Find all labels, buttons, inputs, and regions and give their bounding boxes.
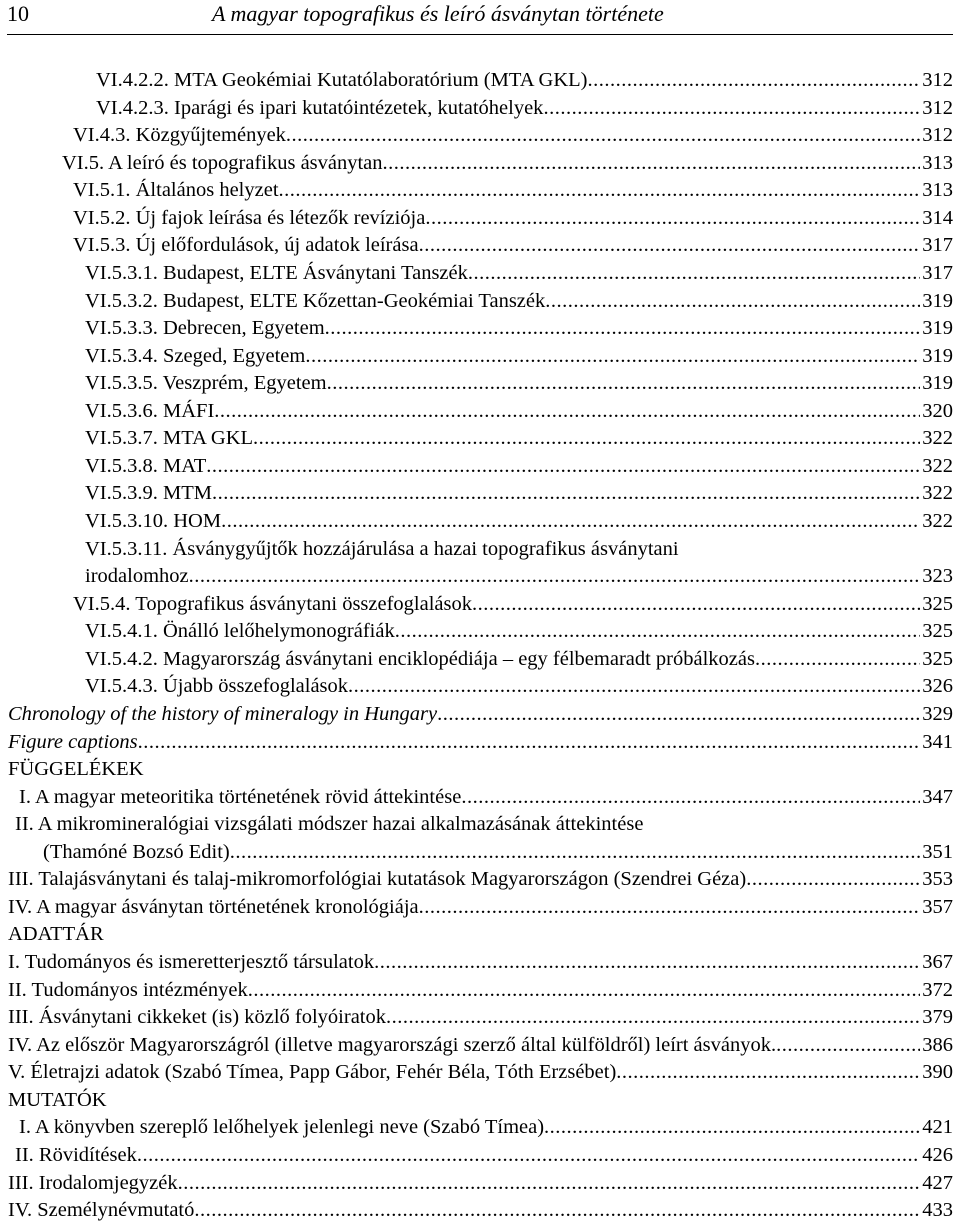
- toc-entry-label: VI.5.3.7. MTA GKL: [85, 427, 254, 450]
- toc-entry-page: 390: [922, 1061, 953, 1084]
- toc-entry-page: 347: [922, 785, 953, 808]
- dot-leader: [221, 508, 920, 536]
- page-header: [7, 0, 953, 35]
- toc-entry[interactable]: [8, 1059, 953, 1087]
- toc-entry[interactable]: [8, 701, 953, 729]
- section-heading-label: MUTATÓK: [8, 1088, 107, 1111]
- toc-entry-label: VI.5.3.10. HOM: [85, 510, 222, 532]
- toc-entry[interactable]: [8, 453, 953, 481]
- toc-entry-page: 329: [922, 702, 953, 725]
- dot-leader: [383, 150, 921, 178]
- toc-entry[interactable]: [8, 480, 953, 508]
- toc-entry[interactable]: [8, 784, 953, 812]
- toc-entry-page: 313: [922, 179, 953, 202]
- toc-entry[interactable]: [8, 729, 953, 757]
- toc-entry-label: VI.4.3. Közgyűjtemények: [73, 124, 286, 147]
- toc-entry-page: 325: [922, 647, 953, 670]
- toc-entry-page: 326: [922, 675, 953, 698]
- toc-entry-page: 325: [922, 620, 953, 643]
- dot-leader: [178, 1170, 921, 1198]
- toc-entry-page: 426: [922, 1143, 953, 1166]
- toc-entry[interactable]: [8, 894, 953, 922]
- toc-entry-label: VI.5.3.3. Debrecen, Egyetem: [85, 317, 325, 340]
- dot-leader: [206, 453, 920, 481]
- dot-leader: [776, 1032, 920, 1060]
- dot-leader: [755, 646, 920, 674]
- toc-entry[interactable]: [8, 1170, 953, 1198]
- toc-entry[interactable]: [8, 1114, 953, 1142]
- toc-entry-label: VI.5.2. Új fajok leírása és létezők revíziója: [73, 206, 426, 229]
- toc-entry[interactable]: [8, 618, 953, 646]
- toc-entry-page: 313: [922, 151, 953, 174]
- toc-entry-page: 367: [922, 951, 953, 973]
- section-heading: [8, 1087, 953, 1115]
- toc-entry-label: VI.5.3.5. Veszprém, Egyetem: [85, 372, 327, 395]
- dot-leader: [587, 67, 920, 95]
- toc-entry[interactable]: [8, 1032, 953, 1060]
- toc-entry[interactable]: [8, 977, 953, 1005]
- toc-entry[interactable]: [8, 288, 953, 316]
- toc-entry[interactable]: [8, 591, 953, 619]
- toc-entry[interactable]: [8, 646, 953, 674]
- dot-leader: [194, 1197, 920, 1225]
- toc-entry[interactable]: [8, 673, 953, 701]
- toc-entry-label: IV. Az először Magyarországról (illetve magyarországi szerző által külföldről) leírt ásványok.: [8, 1033, 777, 1056]
- dot-leader: [544, 1114, 920, 1142]
- dot-leader: [305, 343, 920, 371]
- toc-entry[interactable]: [8, 150, 953, 178]
- toc-entry-page: 322: [922, 454, 953, 477]
- toc-entry-page: 319: [922, 317, 953, 340]
- toc-entry-label: V. Életrajzi adatok (Szabó Tímea, Papp Gábor, Fehér Béla, Tóth Erzsébet): [8, 1061, 617, 1084]
- toc-entry[interactable]: [8, 811, 953, 839]
- toc-entry-label: II. A mikromineralógiai vizsgálati módszer hazai alkalmazásának áttekintése: [15, 813, 644, 836]
- dot-leader: [248, 977, 921, 1005]
- toc-entry-label: VI.5.3.11. Ásványgyűjtők hozzájárulása a hazai topografikus ásványtani: [85, 537, 679, 560]
- section-heading-label: FÜGGELÉKEK: [8, 758, 144, 781]
- toc-entry-label: (Thamóné Bozsó Edit): [43, 840, 230, 863]
- toc-entry-label: VI.5.4.2. Magyarország ásványtani enciklopédiája – egy félbemaradt próbálkozás: [85, 647, 755, 670]
- dot-leader: [437, 701, 920, 729]
- toc-entry-page: 427: [922, 1171, 953, 1194]
- dot-leader: [386, 1004, 920, 1032]
- toc-entry[interactable]: [8, 67, 953, 95]
- toc-entry-page: 421: [922, 1116, 953, 1139]
- dot-leader: [374, 949, 920, 977]
- dot-leader: [468, 260, 920, 288]
- toc-entry-page: 372: [922, 978, 953, 1001]
- toc-entry-label: III. Talajásványtani és talaj-mikromorfológiai kutatások Magyarországon (Szendrei Géza): [8, 868, 747, 891]
- toc-entry-page: 320: [922, 399, 953, 422]
- dot-leader: [545, 288, 920, 316]
- toc-entry[interactable]: [8, 949, 953, 977]
- toc-entry-label: IV. Személynévmutató: [8, 1199, 195, 1222]
- toc-entry[interactable]: [8, 177, 953, 205]
- toc-entry[interactable]: [8, 343, 953, 371]
- dot-leader: [214, 398, 920, 426]
- toc-entry-label: VI.5.3.8. MAT: [85, 454, 207, 477]
- toc-entry-page: 319: [922, 289, 953, 312]
- dot-leader: [279, 177, 921, 205]
- running-title: A magyar topografikus és leíró ásványtan története: [212, 1, 664, 26]
- toc-entry[interactable]: [8, 370, 953, 398]
- dot-leader: [461, 784, 920, 812]
- toc-entry-label: III. Irodalomjegyzék: [8, 1171, 178, 1194]
- toc-entry-page: 322: [922, 482, 953, 505]
- toc-entry-page: 317: [922, 234, 953, 257]
- toc-entry-label: II. Tudományos intézmények: [8, 978, 248, 1001]
- toc-entry[interactable]: [8, 122, 953, 150]
- toc-entry-label: IV. A magyar ásványtan történetének kronológiája: [8, 895, 419, 918]
- toc-entry[interactable]: [8, 95, 953, 123]
- toc-entry-page: 314: [922, 206, 953, 229]
- dot-leader: [395, 618, 921, 646]
- toc-entry-label: VI.4.2.3. Iparági és ipari kutatóintézetek, kutatóhelyek: [96, 96, 544, 119]
- toc-entry-page: 341: [922, 730, 953, 753]
- dot-leader: [137, 1142, 920, 1170]
- dot-leader: [138, 729, 921, 757]
- toc-entry-page: 312: [922, 96, 953, 119]
- toc-entry-label: VI.5.3.2. Budapest, ELTE Kőzettan-Geokémiai Tanszék: [85, 289, 546, 312]
- toc-entry-label: III. Ásványtani cikkeket (is) közlő folyóiratok: [8, 1006, 386, 1029]
- section-heading: [8, 756, 953, 784]
- toc-entry[interactable]: [8, 839, 953, 867]
- dot-leader: [253, 425, 920, 453]
- toc-entry[interactable]: [8, 1197, 953, 1225]
- dot-leader: [286, 122, 920, 150]
- table-of-contents: [8, 67, 953, 1225]
- toc-entry-page: 322: [922, 427, 953, 450]
- toc-entry-page: 353: [922, 868, 953, 891]
- toc-entry-page: 312: [922, 69, 953, 91]
- dot-leader: [230, 839, 921, 867]
- dot-leader: [189, 563, 921, 591]
- toc-entry-label: VI.5.1. Általános helyzet: [73, 179, 279, 202]
- toc-entry[interactable]: [8, 563, 953, 591]
- dot-leader: [325, 315, 921, 343]
- toc-entry-label: VI.5.3.9. MTM: [85, 482, 212, 505]
- toc-entry-page: 433: [922, 1199, 953, 1222]
- dot-leader: [543, 95, 920, 123]
- toc-entry-page: 319: [922, 372, 953, 395]
- toc-entry-label: irodalomhoz: [85, 565, 189, 588]
- toc-entry[interactable]: [8, 425, 953, 453]
- toc-entry-label: VI.5.3.4. Szeged, Egyetem: [85, 344, 306, 367]
- toc-entry-page: 386: [922, 1033, 953, 1056]
- toc-entry-label: VI.5. A leíró és topografikus ásványtan: [62, 151, 383, 174]
- toc-entry-page: 323: [922, 565, 953, 588]
- toc-entry-label: I. A magyar meteoritika történetének rövid áttekintése: [19, 785, 462, 808]
- section-heading-label: ADATTÁR: [8, 923, 104, 946]
- toc-entry-page: 325: [922, 592, 953, 615]
- toc-entry-page: 312: [922, 124, 953, 147]
- toc-entry[interactable]: [8, 536, 953, 564]
- page-number: 10: [7, 1, 29, 26]
- dot-leader: [327, 370, 921, 398]
- toc-entry[interactable]: [8, 866, 953, 894]
- toc-entry-page: 379: [922, 1006, 953, 1029]
- toc-entry-label: I. A könyvben szereplő lelőhelyek jelenlegi neve (Szabó Tímea): [19, 1116, 545, 1139]
- toc-entry-label: VI.5.3.6. MÁFI: [85, 399, 215, 422]
- toc-entry[interactable]: [8, 315, 953, 343]
- toc-entry[interactable]: [8, 508, 953, 536]
- toc-entry-label: VI.4.2.2. MTA Geokémiai Kutatólaboratórium (MTA GKL): [96, 69, 588, 91]
- toc-entry-label: II. Rövidítések: [15, 1143, 137, 1166]
- toc-entry[interactable]: [8, 1004, 953, 1032]
- dot-leader: [419, 232, 921, 260]
- toc-entry-label: VI.5.3.1. Budapest, ELTE Ásványtani Tanszék: [85, 261, 468, 284]
- toc-entry[interactable]: [8, 232, 953, 260]
- dot-leader: [616, 1059, 920, 1087]
- dot-leader: [212, 480, 920, 508]
- toc-entry-page: 322: [922, 510, 953, 532]
- dot-leader: [746, 866, 920, 894]
- toc-entry[interactable]: [8, 398, 953, 426]
- toc-entry-page: 357: [922, 895, 953, 918]
- dot-leader: [348, 673, 920, 701]
- toc-entry-label: VI.5.4.1. Önálló lelőhelymonográfiák: [85, 620, 395, 643]
- dot-leader: [425, 205, 920, 233]
- dot-leader: [419, 894, 921, 922]
- toc-entry-label: VI.5.4. Topografikus ásványtani összefoglalások: [73, 592, 472, 615]
- toc-entry-label: I. Tudományos és ismeretterjesztő társulatok: [8, 951, 375, 973]
- toc-entry-page: 317: [922, 261, 953, 284]
- toc-entry-page: 319: [922, 344, 953, 367]
- toc-entry-page: 351: [922, 840, 953, 863]
- toc-entry[interactable]: [8, 1142, 953, 1170]
- toc-entry-label: Chronology of the history of mineralogy in Hungary: [8, 702, 438, 725]
- toc-entry-label: VI.5.4.3. Újabb összefoglalások: [85, 675, 349, 698]
- section-heading: [8, 921, 953, 949]
- toc-entry[interactable]: [8, 260, 953, 288]
- dot-leader: [472, 591, 920, 619]
- toc-entry-label: VI.5.3. Új előfordulások, új adatok leírása: [73, 234, 419, 257]
- toc-entry-label: Figure captions: [8, 730, 138, 753]
- toc-entry[interactable]: [8, 205, 953, 233]
